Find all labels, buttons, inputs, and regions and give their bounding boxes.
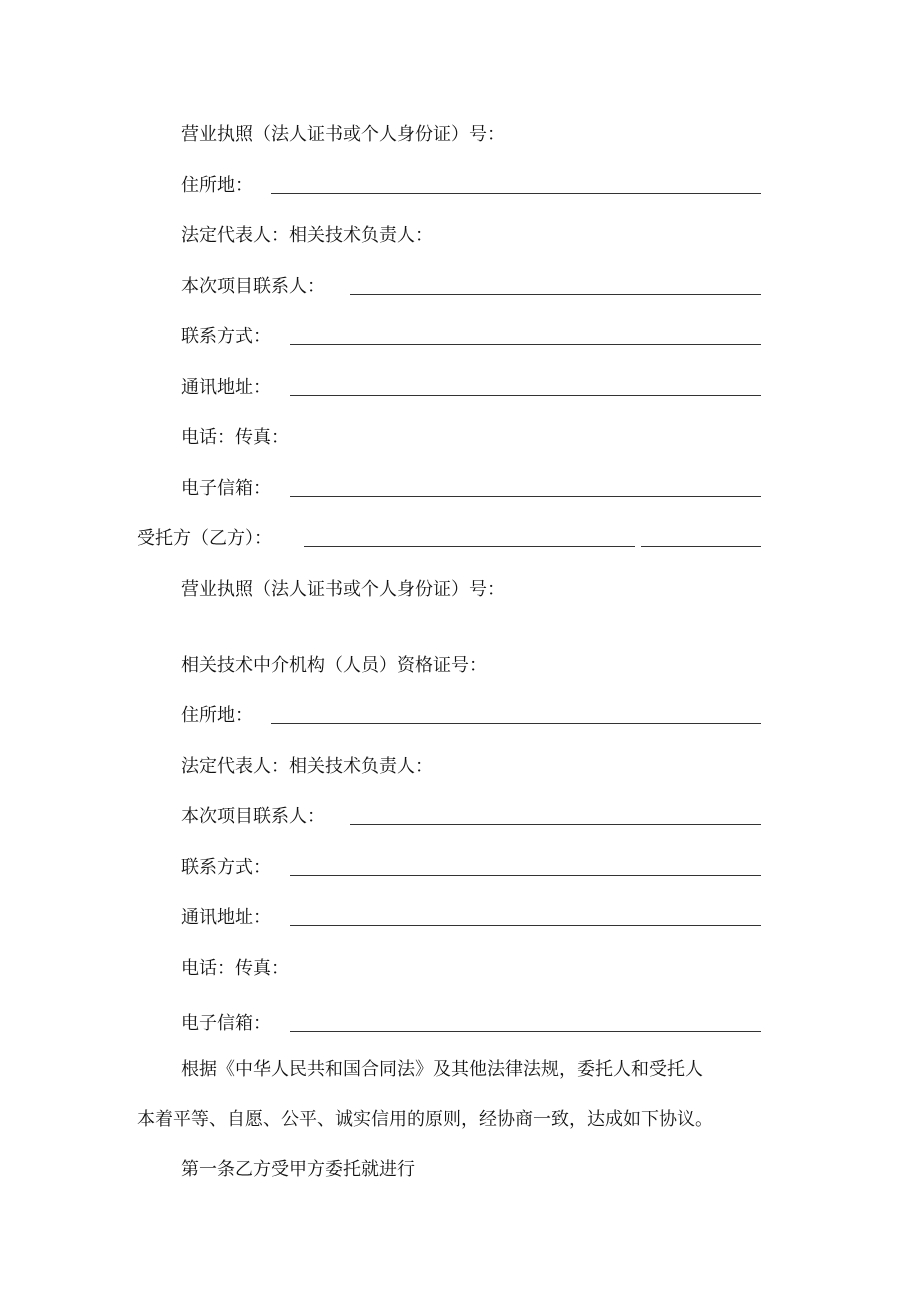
party-b-email-blank bbox=[290, 1031, 761, 1032]
party-b-contact-method-label: 联系方式： bbox=[181, 857, 271, 878]
party-b-contact-person-blank bbox=[350, 824, 761, 825]
party-b-contact-method-blank bbox=[290, 875, 761, 876]
preamble-line-2: 本着平等、自愿、公平、诚实信用的原则，经协商一致，达成如下协议。 bbox=[137, 1109, 713, 1130]
party-a-license-label: 营业执照（法人证书或个人身份证）号： bbox=[181, 124, 505, 145]
party-b-mailing-address-blank bbox=[290, 925, 761, 926]
party-b-title-row bbox=[0, 524, 920, 554]
party-b-qualification-label: 相关技术中介机构（人员）资格证号： bbox=[181, 655, 487, 676]
party-b-mailing-address-label: 通讯地址： bbox=[181, 907, 271, 928]
preamble-line-2-row bbox=[0, 1105, 920, 1135]
party-a-email-label: 电子信箱： bbox=[181, 478, 271, 499]
party-b-contact-method-row bbox=[0, 853, 920, 883]
party-b-qualification-row bbox=[0, 651, 920, 681]
preamble-line-1: 根据《中华人民共和国合同法》及其他法律法规，委托人和受托人 bbox=[181, 1059, 703, 1080]
party-b-address-row bbox=[0, 701, 920, 731]
party-a-legal-rep-row bbox=[0, 221, 920, 251]
party-b-address-label: 住所地： bbox=[181, 705, 253, 726]
party-a-mailing-address-label: 通讯地址： bbox=[181, 377, 271, 398]
party-b-name-blank bbox=[304, 546, 635, 547]
party-b-title-label: 受托方（乙方）： bbox=[137, 528, 272, 549]
party-a-mailing-address-blank bbox=[290, 395, 761, 396]
party-b-contact-person-label: 本次项目联系人： bbox=[181, 806, 325, 827]
party-b-license-label: 营业执照（法人证书或个人身份证）号： bbox=[181, 579, 505, 600]
party-a-contact-person-label: 本次项目联系人： bbox=[181, 276, 325, 297]
party-a-phone-fax-row bbox=[0, 423, 920, 453]
party-b-phone-fax-row bbox=[0, 954, 920, 984]
party-a-phone-fax-label: 电话：传真： bbox=[181, 427, 289, 448]
party-b-mailing-address-row bbox=[0, 903, 920, 933]
party-a-contact-method-blank bbox=[290, 344, 761, 345]
party-b-phone-fax-label: 电话：传真： bbox=[181, 958, 289, 979]
party-a-email-row bbox=[0, 474, 920, 504]
party-b-license-row bbox=[0, 575, 920, 605]
party-a-contact-method-row bbox=[0, 322, 920, 352]
party-a-legal-rep-label: 法定代表人：相关技术负责人： bbox=[181, 225, 433, 246]
party-a-contact-person-row bbox=[0, 272, 920, 302]
party-a-contact-person-blank bbox=[350, 294, 761, 295]
party-b-email-row bbox=[0, 1009, 920, 1039]
party-b-email-label: 电子信箱： bbox=[181, 1013, 271, 1034]
party-a-address-label: 住所地： bbox=[181, 175, 253, 196]
party-a-address-blank bbox=[271, 193, 761, 194]
party-a-contact-method-label: 联系方式： bbox=[181, 326, 271, 347]
article-1-row bbox=[0, 1155, 920, 1185]
article-1-text: 第一条乙方受甲方委托就进行 bbox=[181, 1159, 415, 1180]
party-b-contact-person-row bbox=[0, 802, 920, 832]
party-a-mailing-address-row bbox=[0, 373, 920, 403]
party-b-legal-rep-label: 法定代表人：相关技术负责人： bbox=[181, 756, 433, 777]
preamble-line-1-row bbox=[0, 1055, 920, 1085]
party-b-name-blank-extra bbox=[641, 546, 761, 547]
party-b-legal-rep-row bbox=[0, 752, 920, 782]
party-a-license-row bbox=[0, 120, 920, 150]
party-b-address-blank bbox=[271, 723, 761, 724]
party-a-address-row bbox=[0, 171, 920, 201]
party-a-email-blank bbox=[290, 496, 761, 497]
